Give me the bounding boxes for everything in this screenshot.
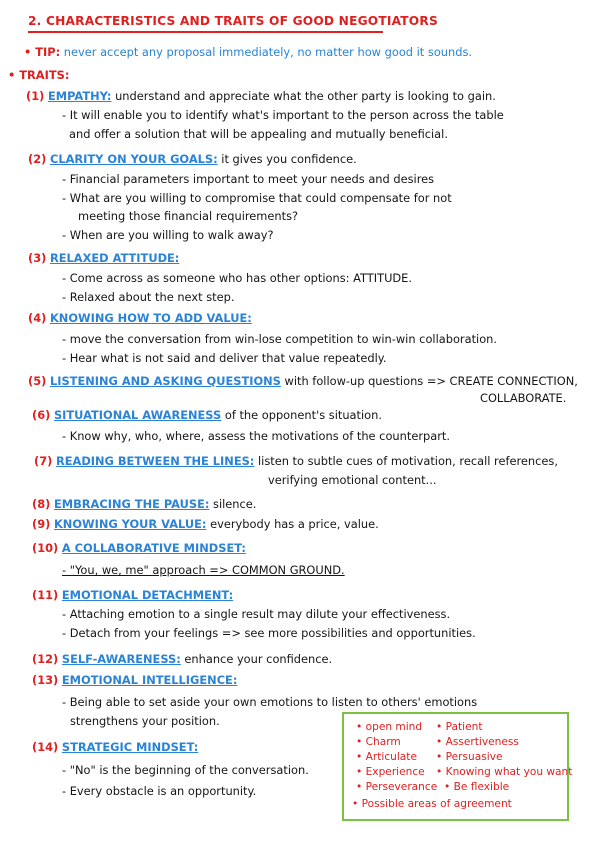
- trait-bullet: - Financial parameters important to meet your needs and desires: [62, 172, 435, 186]
- trait-6: [32, 408, 382, 422]
- quality-item: • Be flexible: [444, 781, 510, 793]
- trait-1: [26, 89, 496, 103]
- trait-heading: KNOWING HOW TO ADD VALUE:: [49, 311, 252, 325]
- trait-bullet: - "You, we, me" approach => COMMON GROUND.: [62, 563, 345, 577]
- trait-number: (10): [32, 541, 59, 555]
- trait-heading: READING BETWEEN THE LINES:: [55, 454, 255, 468]
- quality-item: • Assertiveness: [436, 736, 519, 748]
- trait-number: (1): [26, 89, 45, 103]
- traits-label: • TRAITS:: [8, 68, 70, 82]
- trait-3: [28, 251, 179, 265]
- trait-bullet: meeting those financial requirements?: [78, 209, 299, 223]
- trait-heading: KNOWING YOUR VALUE:: [53, 517, 207, 531]
- title-underline: [28, 31, 383, 33]
- trait-number: (3): [28, 251, 47, 265]
- trait-number: (7): [34, 454, 53, 468]
- trait-bullet: COLLABORATE.: [480, 391, 567, 405]
- trait-9: [32, 517, 379, 531]
- quality-item: • Articulate: [356, 751, 417, 763]
- trait-description: of the opponent's situation.: [224, 408, 382, 422]
- quality-item: • Patient: [436, 721, 483, 733]
- trait-10: [32, 541, 246, 555]
- trait-7: [34, 454, 558, 468]
- trait-number: (13): [32, 673, 59, 687]
- trait-heading: EMOTIONAL INTELLIGENCE:: [61, 673, 238, 687]
- trait-number: (11): [32, 588, 59, 602]
- trait-heading: LISTENING AND ASKING QUESTIONS: [49, 374, 281, 388]
- trait-bullet: and offer a solution that will be appealing and mutually beneficial.: [69, 127, 448, 141]
- trait-bullet: - Attaching emotion to a single result may dilute your effectiveness.: [62, 607, 451, 621]
- trait-bullet: - Come across as someone who has other options: ATTITUDE.: [62, 271, 412, 285]
- trait-bullet: - Know why, who, where, assess the motivations of the counterpart.: [62, 429, 450, 443]
- trait-description: silence.: [213, 497, 257, 511]
- tip-text: never accept any proposal immediately, no matter how good it sounds.: [63, 45, 473, 59]
- quality-item: • Charm: [356, 736, 401, 748]
- trait-bullet: verifying emotional content...: [268, 473, 437, 487]
- trait-13: [32, 673, 237, 687]
- trait-number: (12): [32, 652, 59, 666]
- trait-bullet: strengthens your position.: [70, 714, 220, 728]
- quality-item: • open mind: [356, 721, 423, 733]
- trait-number: (14): [32, 740, 59, 754]
- trait-5: [28, 374, 578, 388]
- trait-bullet: - Relaxed about the next step.: [62, 290, 235, 304]
- trait-bullet: - Being able to set aside your own emotions to listen to others' emotions: [62, 695, 478, 709]
- trait-number: (9): [32, 517, 51, 531]
- trait-description: enhance your confidence.: [184, 652, 333, 666]
- trait-number: (4): [28, 311, 47, 325]
- trait-heading: SELF-AWARENESS:: [61, 652, 181, 666]
- tip-label: • TIP:: [24, 45, 61, 59]
- trait-number: (5): [28, 374, 47, 388]
- qualities-box: [342, 712, 573, 821]
- trait-11: [32, 588, 233, 602]
- trait-heading: EMPATHY:: [47, 89, 112, 103]
- trait-heading: EMBRACING THE PAUSE:: [53, 497, 210, 511]
- quality-item: • Persuasive: [436, 751, 503, 763]
- trait-description: it gives you confidence.: [221, 152, 357, 166]
- trait-heading: A COLLABORATIVE MINDSET:: [61, 541, 246, 555]
- trait-number: (8): [32, 497, 51, 511]
- trait-heading: CLARITY ON YOUR GOALS:: [49, 152, 218, 166]
- trait-bullet: - move the conversation from win-lose competition to win-win collaboration.: [62, 332, 498, 346]
- trait-bullet: - Detach from your feelings => see more possibilities and opportunities.: [62, 626, 476, 640]
- trait-description: listen to subtle cues of motivation, recall references,: [257, 454, 558, 468]
- trait-description: understand and appreciate what the other party is looking to gain.: [115, 89, 496, 103]
- trait-heading: SITUATIONAL AWARENESS: [53, 408, 222, 422]
- trait-number: (6): [32, 408, 51, 422]
- trait-2: [28, 152, 357, 166]
- trait-12: [32, 652, 332, 666]
- quality-item: • Experience: [356, 766, 425, 778]
- trait-bullet: - It will enable you to identify what's important to the person across the table: [62, 108, 504, 122]
- trait-8: [32, 497, 256, 511]
- trait-bullet: - When are you willing to walk away?: [62, 228, 274, 242]
- trait-bullet: - What are you willing to compromise that could compensate for not: [62, 191, 452, 205]
- trait-bullet: - "No" is the beginning of the conversation.: [62, 763, 309, 777]
- trait-description: everybody has a price, value.: [210, 517, 379, 531]
- trait-bullet: - Hear what is not said and deliver that value repeatedly.: [62, 351, 387, 365]
- trait-heading: STRATEGIC MINDSET:: [61, 740, 199, 754]
- trait-heading: RELAXED ATTITUDE:: [49, 251, 180, 265]
- tip-line: [24, 45, 472, 59]
- page-title: 2. CHARACTERISTICS AND TRAITS OF GOOD NEGOTIATORS: [28, 14, 438, 28]
- quality-item: • Perseverance: [356, 781, 438, 793]
- trait-4: [28, 311, 252, 325]
- trait-description: with follow-up questions => CREATE CONNECTION,: [284, 374, 578, 388]
- trait-heading: EMOTIONAL DETACHMENT:: [61, 588, 234, 602]
- trait-14: [32, 740, 198, 754]
- trait-number: (2): [28, 152, 47, 166]
- quality-item: • Knowing what you want: [436, 766, 573, 778]
- quality-item: • Possible areas of agreement: [352, 798, 512, 810]
- trait-bullet: - Every obstacle is an opportunity.: [62, 784, 257, 798]
